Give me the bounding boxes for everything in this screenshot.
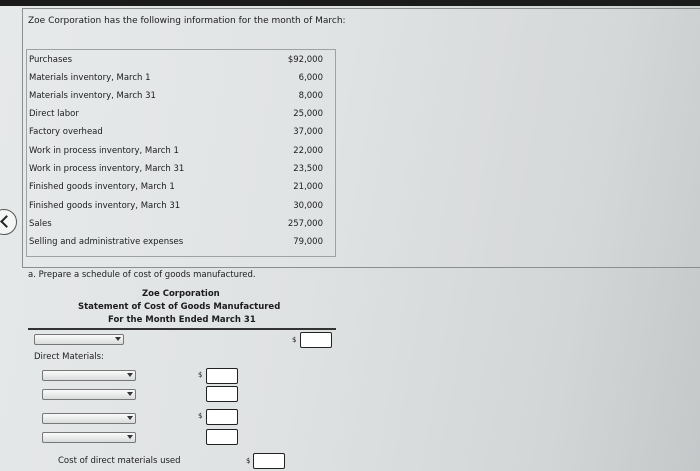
item-label: Work in process inventory, March 1 — [29, 146, 179, 156]
materials-amount-input[interactable] — [206, 409, 238, 425]
table-row — [27, 215, 335, 233]
dollar-sign: $ — [198, 371, 203, 379]
given-data-table — [26, 49, 336, 257]
question-text: a. Prepare a schedule of cost of goods manufactured. — [28, 270, 256, 280]
chevron-down-icon — [127, 392, 133, 396]
cost-direct-materials-input[interactable] — [253, 453, 285, 469]
item-value: 22,000 — [293, 146, 323, 156]
dollar-sign: $ — [198, 412, 203, 420]
item-label: Materials inventory, March 1 — [29, 73, 151, 83]
item-value: 21,000 — [293, 182, 323, 192]
top-bar — [0, 0, 700, 6]
materials-line-dropdown[interactable] — [42, 370, 136, 381]
table-row — [27, 233, 335, 251]
table-row — [27, 160, 335, 178]
item-value: 79,000 — [293, 237, 323, 247]
statement-period: For the Month Ended March 31 — [108, 315, 256, 325]
materials-line-dropdown[interactable] — [42, 432, 136, 443]
table-row — [27, 123, 335, 141]
materials-amount-input[interactable] — [206, 429, 238, 445]
item-value: 23,500 — [293, 164, 323, 174]
header-divider — [28, 328, 336, 330]
item-label: Factory overhead — [29, 127, 103, 137]
item-label: Purchases — [29, 55, 73, 65]
materials-amount-input[interactable] — [206, 386, 238, 402]
item-value: 8,000 — [298, 91, 323, 101]
item-label: Finished goods inventory, March 1 — [29, 182, 175, 192]
chevron-down-icon — [127, 416, 133, 420]
beginning-amount-input[interactable] — [300, 332, 332, 348]
materials-amount-input[interactable] — [206, 368, 238, 384]
chevron-down-icon — [115, 337, 121, 341]
table-row — [27, 178, 335, 196]
statement-company: Zoe Corporation — [142, 289, 220, 299]
item-value: 30,000 — [293, 201, 323, 211]
cost-direct-materials-label: Cost of direct materials used — [58, 456, 181, 466]
chevron-down-icon — [127, 435, 133, 439]
item-value: 6,000 — [298, 73, 323, 83]
dollar-sign: $ — [246, 457, 251, 465]
materials-line-dropdown[interactable] — [42, 389, 136, 400]
table-row — [27, 87, 335, 105]
table-row — [27, 197, 335, 215]
item-label: Finished goods inventory, March 31 — [29, 201, 181, 211]
materials-line-dropdown[interactable] — [42, 413, 136, 424]
item-value: $92,000 — [287, 55, 323, 65]
item-value: 257,000 — [287, 219, 323, 229]
item-value: 37,000 — [293, 127, 323, 137]
table-row — [27, 51, 335, 69]
statement-title: Statement of Cost of Goods Manufactured — [78, 302, 281, 312]
table-row — [27, 105, 335, 123]
dollar-sign: $ — [292, 336, 297, 344]
chevron-down-icon — [127, 373, 133, 377]
item-label: Work in process inventory, March 31 — [29, 164, 185, 174]
item-label: Direct labor — [29, 109, 79, 119]
problem-intro: Zoe Corporation has the following information for the month of March: — [28, 16, 346, 26]
table-row — [27, 69, 335, 87]
beginning-label-dropdown[interactable] — [34, 334, 124, 345]
direct-materials-label: Direct Materials: — [34, 352, 104, 362]
item-value: 25,000 — [293, 109, 323, 119]
table-row — [27, 142, 335, 160]
item-label: Selling and administrative expenses — [29, 237, 184, 247]
item-label: Sales — [29, 219, 52, 229]
back-arrow-icon[interactable] — [0, 209, 17, 235]
item-label: Materials inventory, March 31 — [29, 91, 156, 101]
